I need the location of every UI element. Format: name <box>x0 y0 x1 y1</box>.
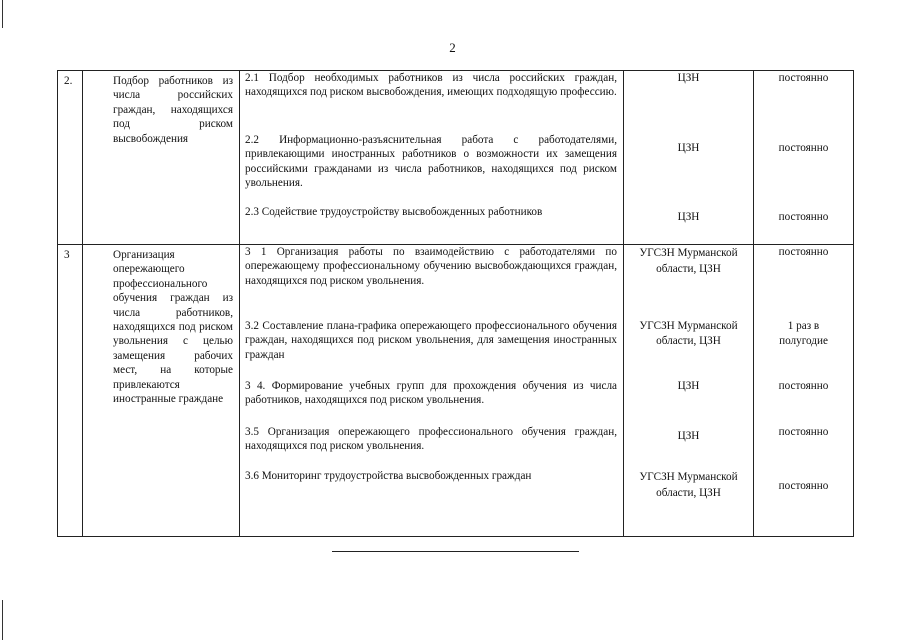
term-text: постоянно <box>778 141 829 154</box>
executor-text: ЦЗН <box>677 71 700 84</box>
term-cell <box>754 245 854 537</box>
row-number: 3 <box>58 245 83 537</box>
executor-text: ЦЗН <box>677 210 700 223</box>
term-text: постоянно <box>778 480 829 492</box>
executor-text: УГСЗН Мурманской области, ЦЗН <box>639 247 738 275</box>
term-text: постоянно <box>778 246 829 258</box>
task-cell: Подбор работников из числа российских граждан, находящихся под риском высвобождения <box>83 71 240 245</box>
executor-text: ЦЗН <box>677 380 700 392</box>
measure-item: 2.1 Подбор необходимых работников из числа российских граждан, находящихся под риском высвобождения, имеющих подходящую профессию. <box>245 72 617 99</box>
executor-cell <box>624 245 754 537</box>
table-row <box>58 245 854 537</box>
measure-item: 3 4. Формирование учебных групп для прохождения обучения из числа работников, находящихся под риском увольнения. <box>245 380 617 407</box>
measure-item: 3.5 Организация опережающего профессионального обучения граждан, находящихся под риском увольнения. <box>245 426 617 453</box>
measures-table <box>57 70 854 537</box>
executor-cell <box>624 71 754 245</box>
executor-text: ЦЗН <box>677 141 700 154</box>
term-text: постоянно <box>778 210 829 223</box>
row-number: 2. <box>58 71 83 245</box>
measure-item: 2.3 Содействие трудоустройству высвобожденных работников <box>245 206 543 218</box>
measures-cell <box>240 245 624 537</box>
measure-item: 3.6 Мониторинг трудоустройства высвобожденных граждан <box>245 470 532 482</box>
measure-item: 3 1 Организация работы по взаимодействию с работодателями по опережающему профессиональному обучению высвобождающихся граждан, находящихся под риском увольнения. <box>245 246 617 287</box>
page-edge-mark <box>2 600 3 640</box>
table-row <box>58 71 854 245</box>
measures-cell <box>240 71 624 245</box>
footer-rule <box>332 551 579 552</box>
term-text: постоянно <box>778 380 829 392</box>
page-number: 2 <box>449 40 456 55</box>
term-text: 1 раз в полугодие <box>779 320 828 347</box>
term-cell <box>754 71 854 245</box>
term-text: постоянно <box>778 71 829 84</box>
measure-item: 2.2 Информационно-разъяснительная работа с работодателями, привлекающими иностранных работников о возможности их замещения российскими гражданами из числа работников, находящихся под риском увольнения. <box>245 134 617 190</box>
measure-item: 3.2 Составление плана-графика опережающего профессионального обучения граждан, находящихся под риском увольнения, для замещения иностранных граждан <box>245 320 617 361</box>
task-cell: Организация опережающего профессионального обучения граждан из числа работников, находящихся под риском увольнения с целью замещения рабочих мест, на которые привлекаются иностранные граждане <box>83 245 240 537</box>
executor-text: ЦЗН <box>677 430 700 442</box>
executor-text: УГСЗН Мурманской области, ЦЗН <box>639 471 738 499</box>
executor-text: УГСЗН Мурманской области, ЦЗН <box>639 320 738 347</box>
page-edge-mark <box>2 0 3 28</box>
term-text: постоянно <box>778 426 829 438</box>
